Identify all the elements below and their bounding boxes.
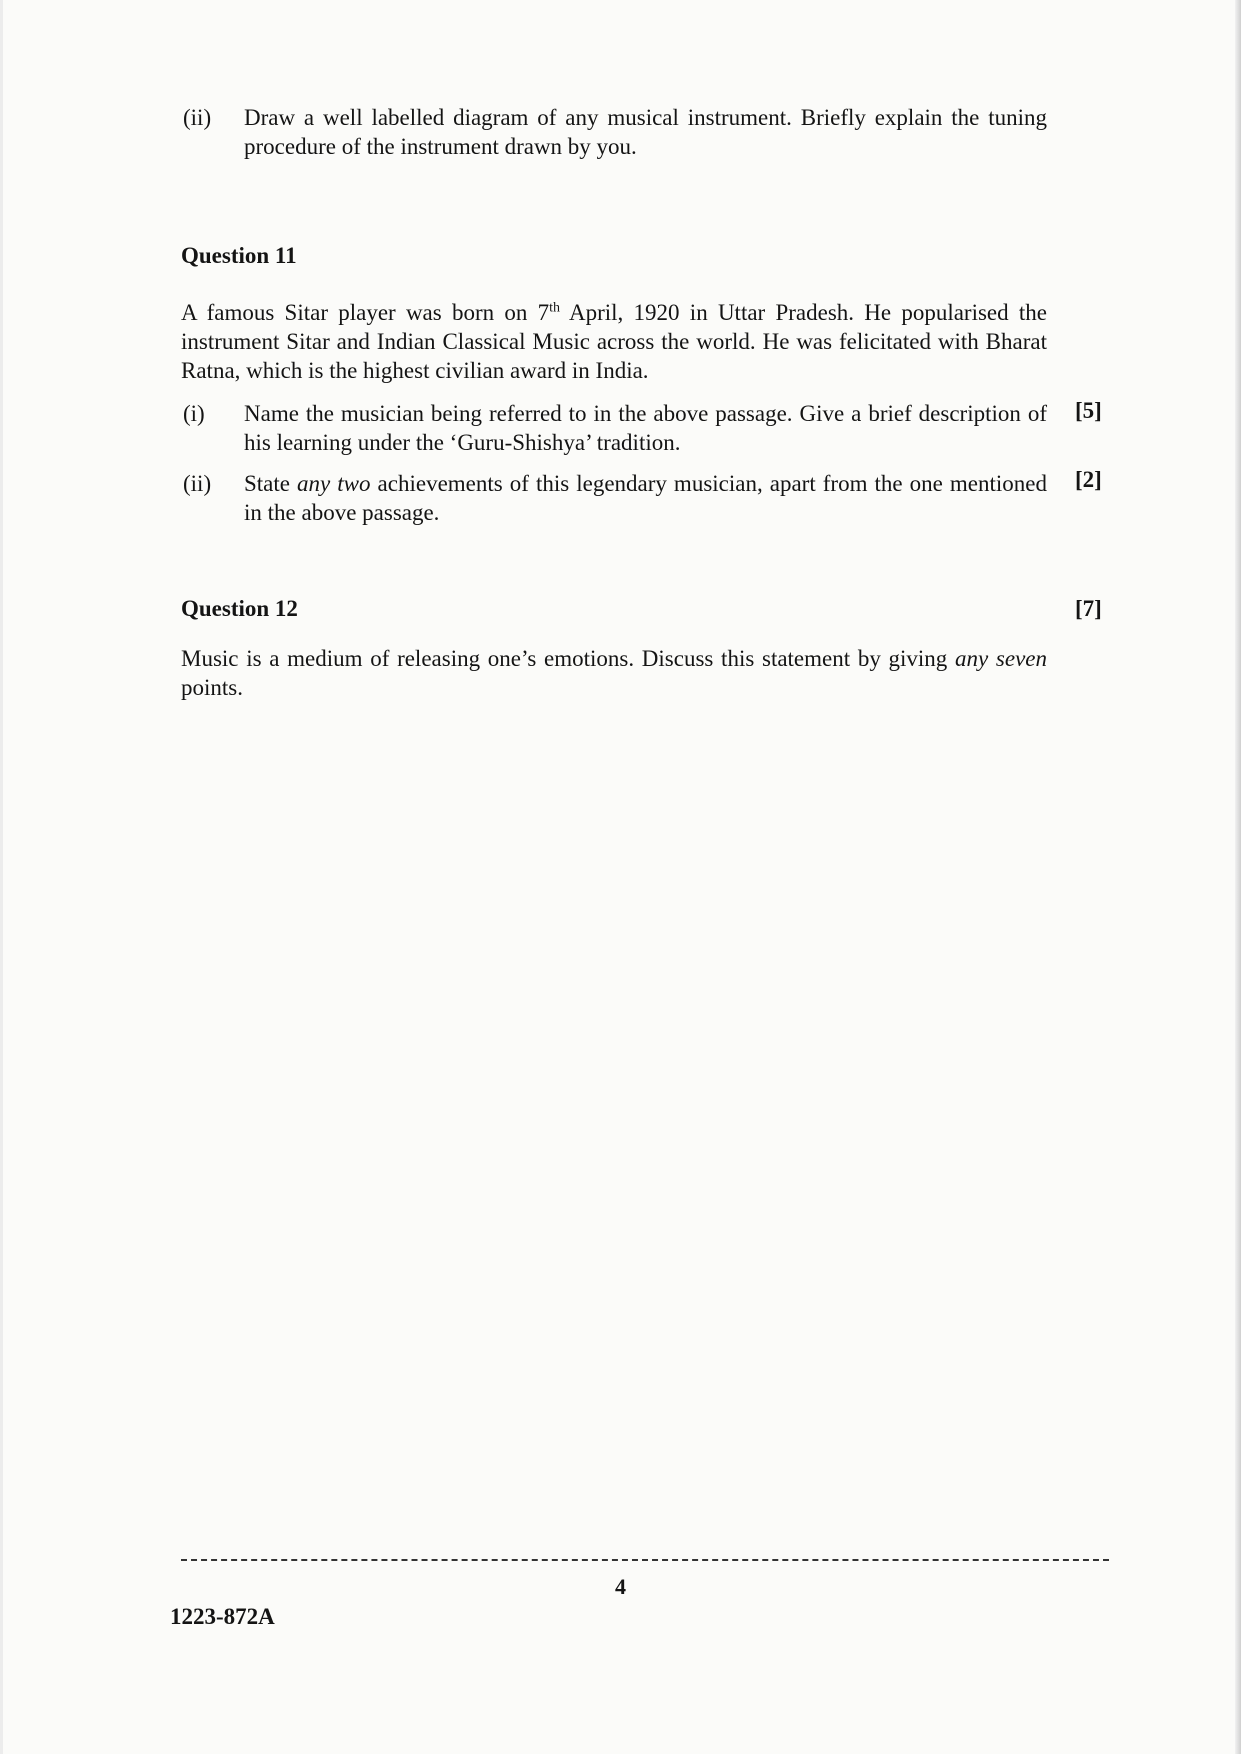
marks-part-i: [5] [1075,398,1102,423]
question-text-b: points. [181,675,243,700]
paper-code: 1223-872A [170,1604,275,1629]
page-number: 4 [615,1574,626,1599]
part-text-b: achievements of this legendary musician, apart from the one mentioned in the above passage. [244,471,1047,525]
part-text-a: State [244,471,298,496]
passage-text-b: April, 1920 in Uttar Pradesh. He popularised the instrument Sitar and Indian Classical Music across the world. He was felicitated with Bharat Ratna, which is the highest civilian award in India. [181,300,1047,383]
scan-edge-right [1235,0,1241,1754]
passage-text-a: A famous Sitar player was born on 7 [181,300,550,325]
footer-dashed-rule [181,1559,1109,1561]
scan-edge-left [0,0,3,1754]
marks-part-ii: [2] [1075,467,1102,492]
part-text: Draw a well labelled diagram of any musical instrument. Briefly explain the tuning procedure of the instrument drawn by you. [244,105,1047,159]
part-text [244,469,1047,527]
part-text: Name the musician being referred to in the above passage. Give a brief description of his learning under the ‘Guru-Shishya’ tradition. [244,401,1047,455]
part-text-emphasis: any two [297,471,371,496]
question-12-heading: Question 12 [181,596,298,621]
question-11-passage [181,298,1047,385]
question-12-text [181,644,1047,702]
marks-question-12: [7] [1075,596,1102,621]
question-11-heading: Question 11 [181,243,297,268]
part-number: (ii) [183,105,212,130]
part-number: (i) [183,401,205,426]
question-text-emphasis: any seven [955,646,1047,671]
question-text-a: Music is a medium of releasing one’s emotions. Discuss this statement by giving [181,646,955,671]
part-number: (ii) [183,471,212,496]
passage-superscript: th [549,300,561,316]
